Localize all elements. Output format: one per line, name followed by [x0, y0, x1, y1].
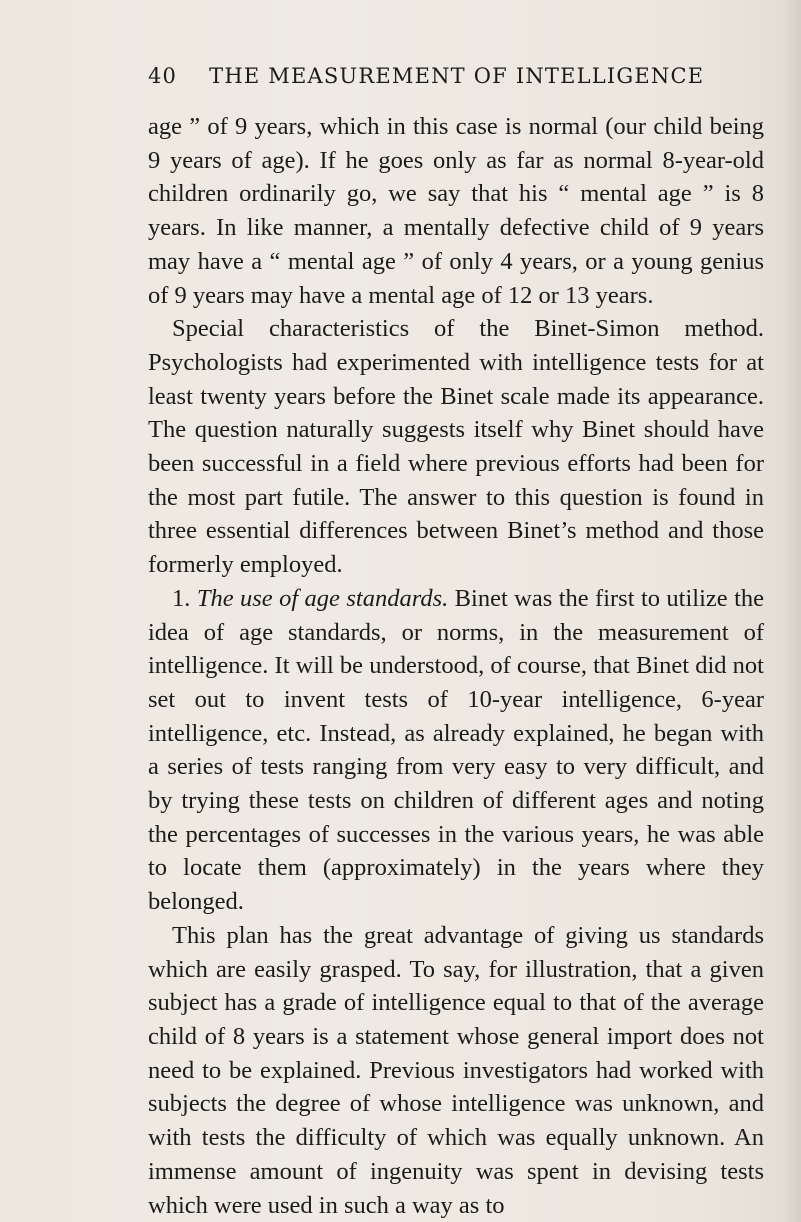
paragraph-advantage: This plan has the great advantage of giving us standards which are easily grasped. To say, for illustration, that a given subject has a grade of intelligence equal to that of the average child of 8 years is a statement whose general import does not need to be explained. Previous investigators had worked with subjects the degree of whose intelligence was unknown, and with tests the difficulty of which was equally unknown. An immense amount of ingenuity was spent in devising tests which were used in such a way as to	[148, 921, 764, 1219]
list-number: 1.	[172, 584, 191, 612]
page-number: 40	[148, 64, 178, 88]
paragraph-text: Binet was the first to utilize the idea of age standards, or norms, in the measurement of intelligence. It will be understood, of course, that Binet did not set out to invent tests of 10-year intelligence, 6-year intelligence, etc. Instead, as already explained, he began with a series of tests ranging from very easy to very difficult, and by trying these tests on children of different ages and noting the percentages of successes in the various years, he was able to locate them (approximately) in the years where they belonged.	[148, 584, 765, 916]
paragraph-age-standards	[148, 582, 764, 919]
section-heading: Special characteristics of the Binet-Simon method.	[172, 315, 764, 343]
running-header	[148, 64, 763, 88]
paragraph-mental-age: age ” of 9 years, which in this case is normal (our child being 9 years of age). If he goes only as far as normal 8-year-old children ordinarily go, we say that his “ mental age ” is 8 years. In like manner, a mentally defective child of 9 years may have a “ mental age ” of only 4 years, or a young genius of 9 years may have a mental age of 12 or 13 years.	[148, 113, 764, 309]
italic-heading: The use of age standards.	[196, 584, 449, 612]
page-edge-shadow	[783, 0, 801, 1222]
paragraph-special-characteristics	[148, 312, 764, 582]
paragraph-text: Psychologists had experimented with intelligence tests for at least twenty years before the Binet scale made its appearance. The question naturally suggests itself why Binet should have been successful in a field where previous efforts had been for the most part futile. The answer to this question is found in three essential differences between Binet’s method and those formerly employed.	[148, 348, 764, 579]
body-text	[148, 110, 764, 1222]
running-title: THE MEASUREMENT OF INTELLIGENCE	[209, 64, 705, 88]
